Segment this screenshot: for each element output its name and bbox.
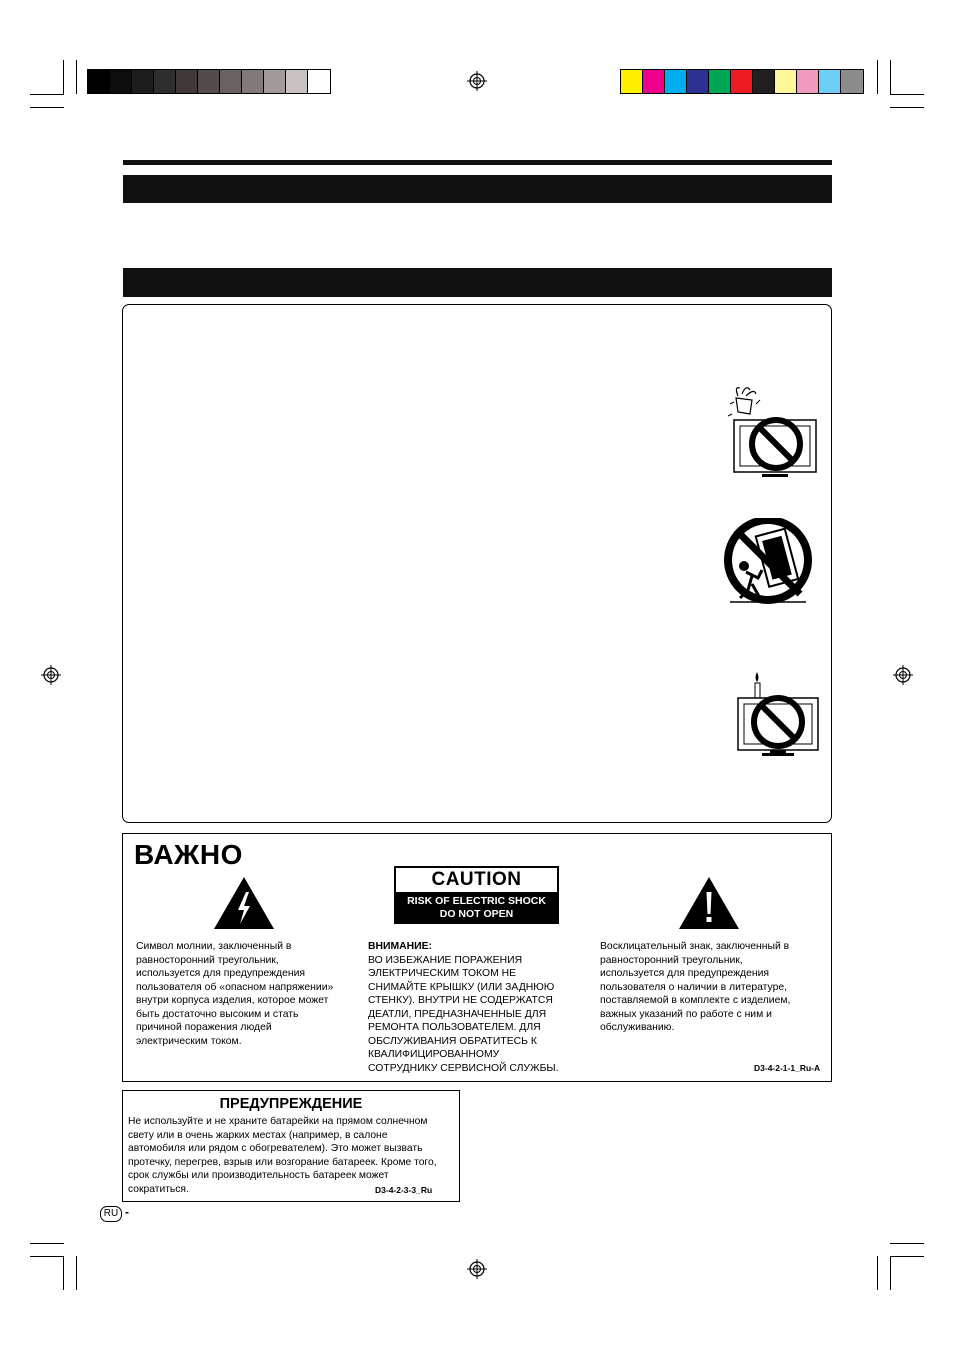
caution-title: CAUTION [396,868,557,892]
page-number-dash: - [125,1205,129,1219]
crop-mark-tl-v [63,60,64,94]
crop-mark-br-h2 [890,1256,924,1257]
calibration-swatch [198,70,220,93]
crop-mark-br-h [890,1243,924,1244]
crop-mark-tl-v2 [76,60,77,94]
crop-mark-tr-v [890,60,891,94]
calibration-swatch [220,70,242,93]
calibration-swatch [132,70,154,93]
calibration-swatch [264,70,286,93]
calibration-swatch [819,70,841,93]
calibration-swatch [775,70,797,93]
language-badge-label: RU [103,1208,119,1219]
exclamation-triangle-icon [678,876,740,930]
crop-mark-bl-h [30,1243,64,1244]
calibration-swatch [110,70,132,93]
caution-line-1: RISK OF ELECTRIC SHOCK [407,895,546,907]
crop-mark-bl-v [63,1256,64,1290]
calibration-swatch [797,70,819,93]
calibration-swatch [643,70,665,93]
calibration-swatch [621,70,643,93]
registration-target-icon [467,1259,487,1279]
lightning-triangle-icon [213,876,275,930]
crop-mark-br-v2 [877,1256,878,1290]
color-calibration-bar [620,69,864,94]
calibration-swatch [154,70,176,93]
language-badge [100,1206,122,1222]
no-vase-on-tv-icon [726,384,820,482]
calibration-swatch [242,70,264,93]
section-header-bar [123,268,832,297]
exclamation-symbol-description: Восклицательный знак, заключенный в равносторонний треугольник, используется для предупреждения пользователя о наличии в литературе, поставляемой в комплекте с изделием, важных указаний по работе с ним и обслуживанию. [600,941,791,1033]
crop-mark-tr-h [890,94,924,95]
lightning-symbol-description: Символ молнии, заключенный в равносторонний треугольник, используется для предупреждения пользователя об «опасном напряжении» внутри корпуса изделия, которое может быть достаточно высоким и стать причиной поражения людей электрическим током. [136,941,334,1047]
crop-mark-bl-v2 [76,1256,77,1290]
crop-mark-bl-h2 [30,1256,64,1257]
grayscale-calibration-bar [87,69,331,94]
section-header-bar [123,175,832,203]
calibration-swatch [176,70,198,93]
calibration-swatch [308,70,330,93]
crop-mark-tl-h2 [30,107,64,108]
crop-mark-tl-h [30,94,64,95]
no-candle-on-tv-icon [734,670,822,760]
crop-mark-tr-h2 [890,107,924,108]
no-climbing-tv-icon [718,518,818,606]
calibration-swatch [286,70,308,93]
calibration-swatch [709,70,731,93]
warning-text: Не используйте и не храните батарейки на прямом солнечном свету или в очень жарких местах (например, в салоне автомобиля или рядом с обогревателем). Это может вызвать протечку, перегрев, взрыв или возгорание батареек. Кроме того, срок службы или производительность батареек может сократиться. [128,1116,437,1195]
calibration-swatch [665,70,687,93]
caution-label [394,866,559,924]
top-rule [123,160,832,165]
calibration-swatch [753,70,775,93]
warning-title: ПРЕДУПРЕЖДЕНИЕ [219,1096,363,1112]
registration-target-icon [893,665,913,685]
calibration-swatch [731,70,753,93]
crop-mark-br-v [890,1256,891,1290]
registration-target-icon [467,71,487,91]
registration-target-icon [41,665,61,685]
crop-mark-tr-v2 [877,60,878,94]
calibration-swatch [88,70,110,93]
important-doc-code: D3-4-2-1-1_Ru-A [754,1063,821,1073]
calibration-swatch [687,70,709,93]
caution-line-2: DO NOT OPEN [439,908,514,920]
important-heading: ВАЖНО [134,839,243,870]
warning-doc-code: D3-4-2-3-3_Ru [375,1185,433,1195]
calibration-swatch [841,70,863,93]
caution-description: ВО ИЗБЕЖАНИЕ ПОРАЖЕНИЯ ЭЛЕКТРИЧЕСКИМ ТОКОМ НЕ СНИМАЙТЕ КРЫШКУ (ИЛИ ЗАДНЮЮ СТЕНКУ). ВНУТРИ НЕ СОДЕРЖАТСЯ ДЕАТЛИ, ПРЕДНАЗНАЧЕННЫЕ ДЛЯ РЕМОНТА ПОЛЬЗОВАТЕЛЕМ. ДЛЯ ОБСЛУЖИВАНИЯ ОБРАТИТЕСЬ К КВАЛИФИЦИРОВАННОМУ СОТРУДНИКУ СЕРВИСНОЙ СЛУЖБЫ. [368,954,559,1074]
caution-label-heading: ВНИМАНИЕ: [368,941,432,952]
